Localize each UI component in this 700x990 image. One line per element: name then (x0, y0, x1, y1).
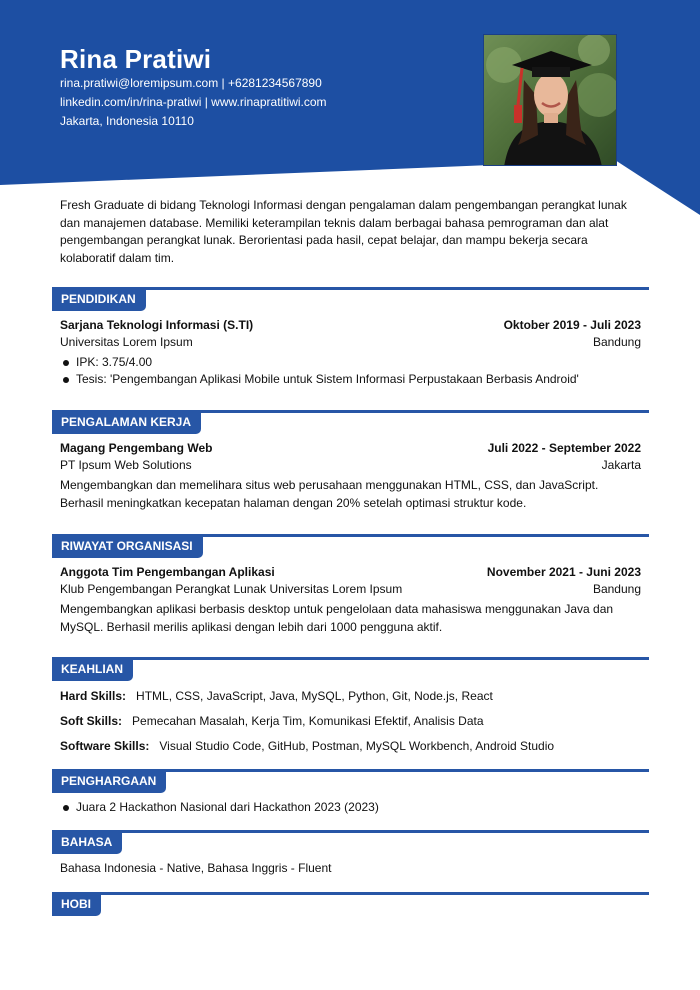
education-dates: Oktober 2019 - Juli 2023 (503, 318, 641, 332)
section-divider (52, 657, 649, 660)
profile-summary: Fresh Graduate di bidang Teknologi Informasi dengan pengalaman dalam pengembangan perangkat lunak dan manajemen database. Memiliki keterampilan teknis dalam berbagai bahasa pemrograman dan alat pengembangan perangkat lunak. Berorientasi pada hasil, cepat belajar, dan mampu bekerja secara kolaboratif dalam tim. (60, 198, 627, 265)
languages-text: Bahasa Indonesia - Native, Bahasa Inggris - Fluent (60, 861, 332, 875)
section-awards (52, 769, 649, 816)
section-title: PENGALAMAN KERJA (52, 410, 201, 434)
experience-dates: Juli 2022 - September 2022 (487, 441, 641, 455)
section-divider (52, 892, 649, 895)
soft-skills (60, 713, 641, 730)
contact-email-phone: rina.pratiwi@loremipsum.com | +6281234567890 (60, 76, 322, 90)
degree: Sarjana Teknologi Informasi (S.TI) (60, 318, 254, 332)
software-skills-label: Software Skills: (60, 739, 150, 753)
experience-location: Jakarta (601, 458, 641, 472)
contact-address: Jakarta, Indonesia 10110 (60, 114, 194, 128)
list-item: Juara 2 Hackathon Nasional dari Hackathon 2023 (2023) (60, 799, 641, 816)
section-education (52, 287, 649, 388)
section-hobbies (52, 892, 649, 916)
software-skills-value: Visual Studio Code, GitHub, Postman, MySQL Workbench, Android Studio (159, 739, 555, 753)
education-location: Bandung (592, 335, 641, 349)
hard-skills-label: Hard Skills: (60, 689, 127, 703)
section-title: RIWAYAT ORGANISASI (52, 534, 203, 558)
section-title: KEAHLIAN (52, 657, 133, 681)
list-item: Tesis: 'Pengembangan Aplikasi Mobile untuk Sistem Informasi Perpustakaan Berbasis Android' (60, 371, 641, 388)
hard-skills (60, 688, 641, 705)
section-title: PENGHARGAAN (52, 769, 166, 793)
candidate-name: Rina Pratiwi (60, 44, 212, 74)
school-name: Universitas Lorem Ipsum (60, 335, 193, 349)
profile-photo (483, 34, 617, 166)
software-skills (60, 738, 641, 755)
organization-name: Klub Pengembangan Perangkat Lunak Universitas Lorem Ipsum (60, 582, 403, 596)
section-languages (52, 830, 649, 877)
experience-description: Mengembangkan dan memelihara situs web perusahaan menggunakan HTML, CSS, dan JavaScript. Berhasil meningkatkan kecepatan halaman dengan 20% setelah optimasi struktur kode. (60, 478, 599, 510)
organization-description: Mengembangkan aplikasi berbasis desktop untuk pengelolaan data mahasiswa menggunakan Java dan MySQL. Berhasil merilis aplikasi dengan lebih dari 1000 pengguna aktif. (60, 602, 614, 634)
soft-skills-label: Soft Skills: (60, 714, 123, 728)
organization-role: Anggota Tim Pengembangan Aplikasi (60, 565, 275, 579)
section-title: BAHASA (52, 830, 122, 854)
list-item: IPK: 3.75/4.00 (60, 354, 641, 371)
soft-skills-value: Pemecahan Masalah, Kerja Tim, Komunikasi Efektif, Analisis Data (132, 714, 484, 728)
hard-skills-value: HTML, CSS, JavaScript, Java, MySQL, Python, Git, Node.js, React (136, 689, 493, 703)
company-name: PT Ipsum Web Solutions (60, 458, 192, 472)
section-divider (52, 830, 649, 833)
section-organization (52, 534, 649, 636)
section-skills (52, 657, 649, 763)
section-title: HOBI (52, 892, 101, 916)
organization-location: Bandung (592, 582, 641, 596)
organization-dates: November 2021 - Juni 2023 (486, 565, 641, 579)
contact-links: linkedin.com/in/rina-pratiwi | www.rinapratitiwi.com (60, 95, 327, 109)
job-role: Magang Pengembang Web (60, 441, 213, 455)
header (60, 44, 327, 131)
section-experience (52, 410, 649, 512)
section-title: PENDIDIKAN (52, 287, 146, 311)
